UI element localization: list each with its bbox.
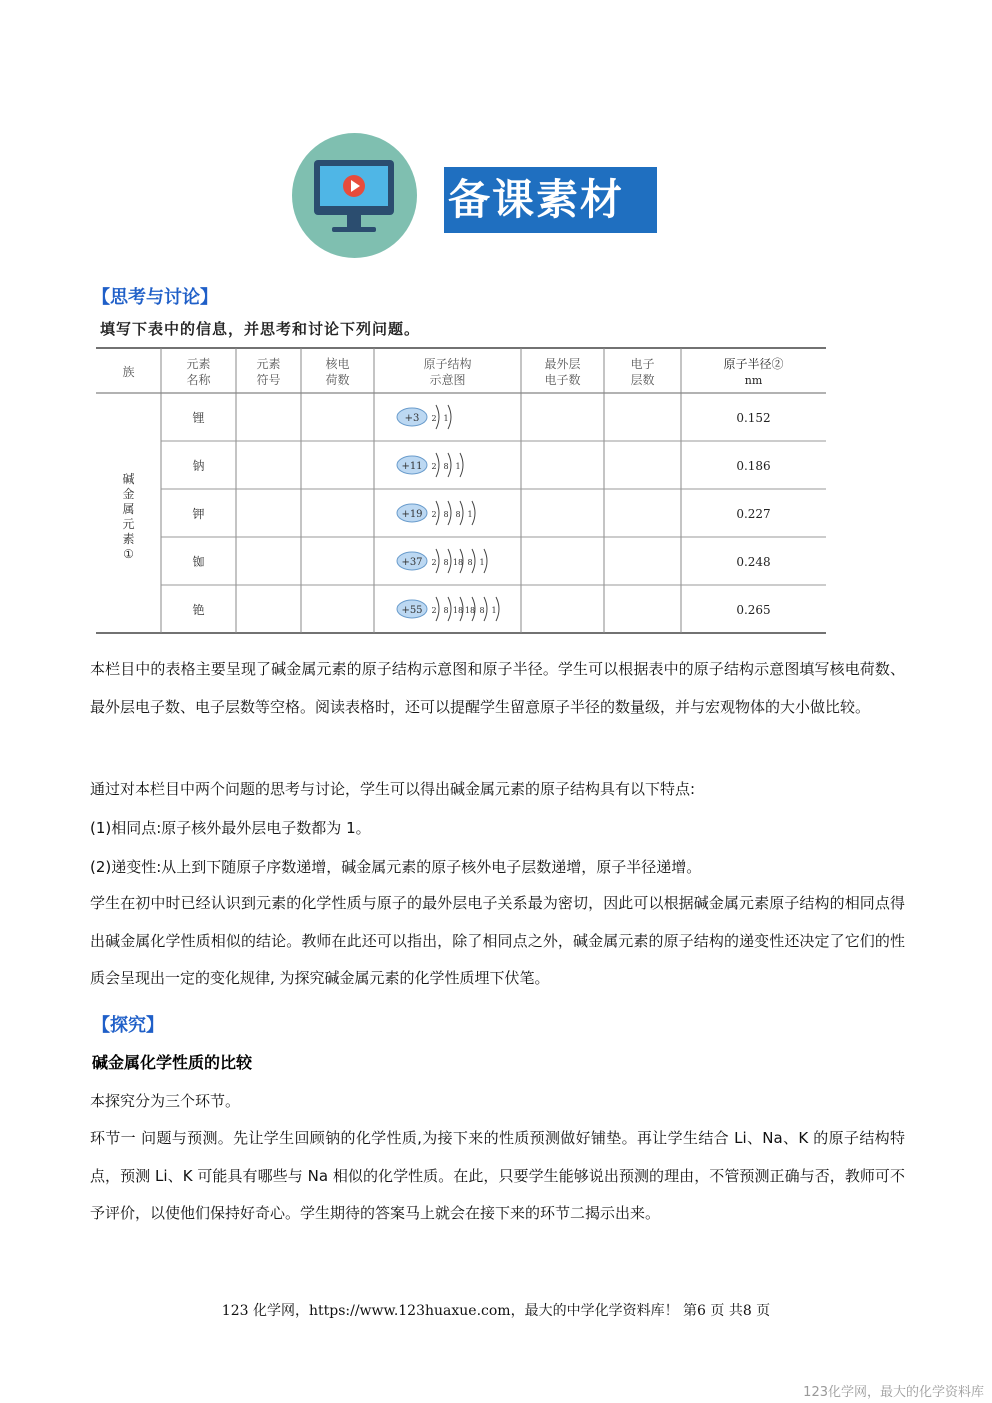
group-label-char: 碱 xyxy=(122,472,135,486)
table-header-cell: 符号 xyxy=(256,373,281,387)
shell-electron-count: 8 xyxy=(443,510,449,519)
banner-circle xyxy=(292,133,417,258)
shell-electron-count: 1 xyxy=(467,510,473,519)
nucleus-charge: +3 xyxy=(404,413,420,424)
nucleus-charge: +55 xyxy=(401,605,423,616)
shell-electron-count: 8 xyxy=(467,558,473,567)
paragraph-2: 通过对本栏目中两个问题的思考与讨论，学生可以得出碱金属元素的原子结构具有以下特点: xyxy=(90,780,696,798)
paragraph-5: 学生在初中时已经认识到元素的化学性质与原子的最外层电子关系最为密切，因此可以根据碱金属元素原子结构的相同点得出碱金属化学性质相似的结论。教师在此还可以指出，除了相同点之外，碱金属元素的原子结构的递变性还决定了它们的性质会呈现出一定的变化规律, 为探究碱金属元素的化学性质埋下伏笔。 xyxy=(90,894,905,987)
element-name: 钠 xyxy=(192,459,205,473)
table-header-cell: 名称 xyxy=(186,373,211,387)
shell-electron-count: 8 xyxy=(455,510,461,519)
shell-electron-count: 18 xyxy=(452,558,464,567)
table-header-cell: 电子数 xyxy=(544,373,581,387)
monitor-base xyxy=(332,227,376,232)
table-header-cell: 元素 xyxy=(186,357,211,371)
banner xyxy=(292,133,662,258)
shell-electron-count: 1 xyxy=(443,414,449,423)
shell-electron-count: 2 xyxy=(431,414,437,423)
atomic-radius: 0.186 xyxy=(736,459,771,473)
nucleus-charge: +11 xyxy=(401,461,423,472)
table-figure xyxy=(96,346,831,636)
shell-electron-count: 1 xyxy=(491,606,497,615)
atomic-radius: 0.248 xyxy=(736,555,771,569)
shell-electron-count: 2 xyxy=(431,558,437,567)
table-header-cell: 族 xyxy=(122,365,135,379)
banner-title: 备课素材 xyxy=(444,167,657,233)
element-name: 锂 xyxy=(192,411,205,425)
monitor-icon xyxy=(314,160,394,215)
shell-electron-count: 8 xyxy=(443,606,449,615)
element-name: 铷 xyxy=(192,555,205,569)
shell-electron-count: 2 xyxy=(431,510,437,519)
paragraph-4: (2)递变性:从上到下随原子序数递增，碱金属元素的原子核外电子层数递增，原子半径递增。 xyxy=(90,858,702,876)
group-label-char: 属 xyxy=(122,502,135,516)
shell-electron-count: 8 xyxy=(443,558,449,567)
nucleus-charge: +19 xyxy=(401,509,423,520)
table-header-cell: 示意图 xyxy=(429,373,466,387)
table-header-cell: 元素 xyxy=(256,357,281,371)
shell-electron-count: 2 xyxy=(431,462,437,471)
table-header-cell: 原子半径② xyxy=(723,357,784,371)
group-label-char: 元 xyxy=(122,517,135,531)
atomic-radius: 0.227 xyxy=(736,507,771,521)
shell-electron-count: 18 xyxy=(452,606,464,615)
atomic-radius: 0.152 xyxy=(736,411,771,425)
atomic-radius: 0.265 xyxy=(736,603,771,617)
shell-electron-count: 2 xyxy=(431,606,437,615)
alkali-metal-table xyxy=(96,318,831,638)
table-header-cell: 荷数 xyxy=(325,373,350,387)
element-name: 钾 xyxy=(192,507,205,521)
table-header-cell: 最外层 xyxy=(544,357,581,371)
table-caption: 填写下表中的信息，并思考和讨论下列问题。 xyxy=(100,320,421,338)
table-header-cell: 原子结构 xyxy=(423,357,472,371)
inquiry-paragraph-2: 环节一 问题与预测。先让学生回顾钠的化学性质,为接下来的性质预测做好铺垫。再让学生结合 Li、Na、K 的原子结构特点，预测 Li、K 可能具有哪些与 Na 相似的化学性质。在此，只要学生能够说出预测的理由，不管预测正确与否，教师可不予评价，以使他们保持好奇心。学生期待的答案马上就会在接下来的环节二揭示出来。 xyxy=(90,1129,905,1222)
monitor-stand xyxy=(347,215,361,227)
group-label-char: ① xyxy=(123,547,134,561)
screen xyxy=(320,166,388,206)
element-name: 铯 xyxy=(192,603,205,617)
table-header-cell: 电子 xyxy=(630,357,655,371)
shell-electron-count: 8 xyxy=(443,462,449,471)
group-label-char: 金 xyxy=(122,487,135,501)
nucleus-charge: +37 xyxy=(401,557,423,568)
page-footer: 123 化学网，https://www.123huaxue.com，最大的中学化学资料库！ 第6 页 共8 页 xyxy=(221,1303,771,1319)
section-heading-discussion: 【思考与讨论】 xyxy=(92,287,218,308)
table-header-cell: 核电 xyxy=(325,357,350,371)
group-label-char: 素 xyxy=(122,532,135,546)
section-heading-inquiry: 【探究】 xyxy=(92,1015,164,1036)
table-header-cell: nm xyxy=(744,374,763,387)
inquiry-paragraph-1: 本探究分为三个环节。 xyxy=(90,1092,241,1110)
shell-electron-count: 18 xyxy=(464,606,476,615)
table-header-cell: 层数 xyxy=(630,373,655,387)
paragraph-3: (1)相同点:原子核外最外层电子数都为 1。 xyxy=(90,819,371,837)
play-icon xyxy=(343,175,365,197)
inquiry-subheading: 碱金属化学性质的比较 xyxy=(92,1053,253,1072)
shell-electron-count: 1 xyxy=(455,462,461,471)
shell-electron-count: 8 xyxy=(479,606,485,615)
shell-electron-count: 1 xyxy=(479,558,485,567)
paragraph-1: 本栏目中的表格主要呈现了碱金属元素的原子结构示意图和原子半径。学生可以根据表中的原子结构示意图填写核电荷数、最外层电子数、电子层数等空格。阅读表格时，还可以提醒学生留意原子半径的数量级，并与宏观物体的大小做比较。 xyxy=(90,660,905,716)
watermark: 123化学网，最大的化学资料库 xyxy=(803,1385,984,1400)
